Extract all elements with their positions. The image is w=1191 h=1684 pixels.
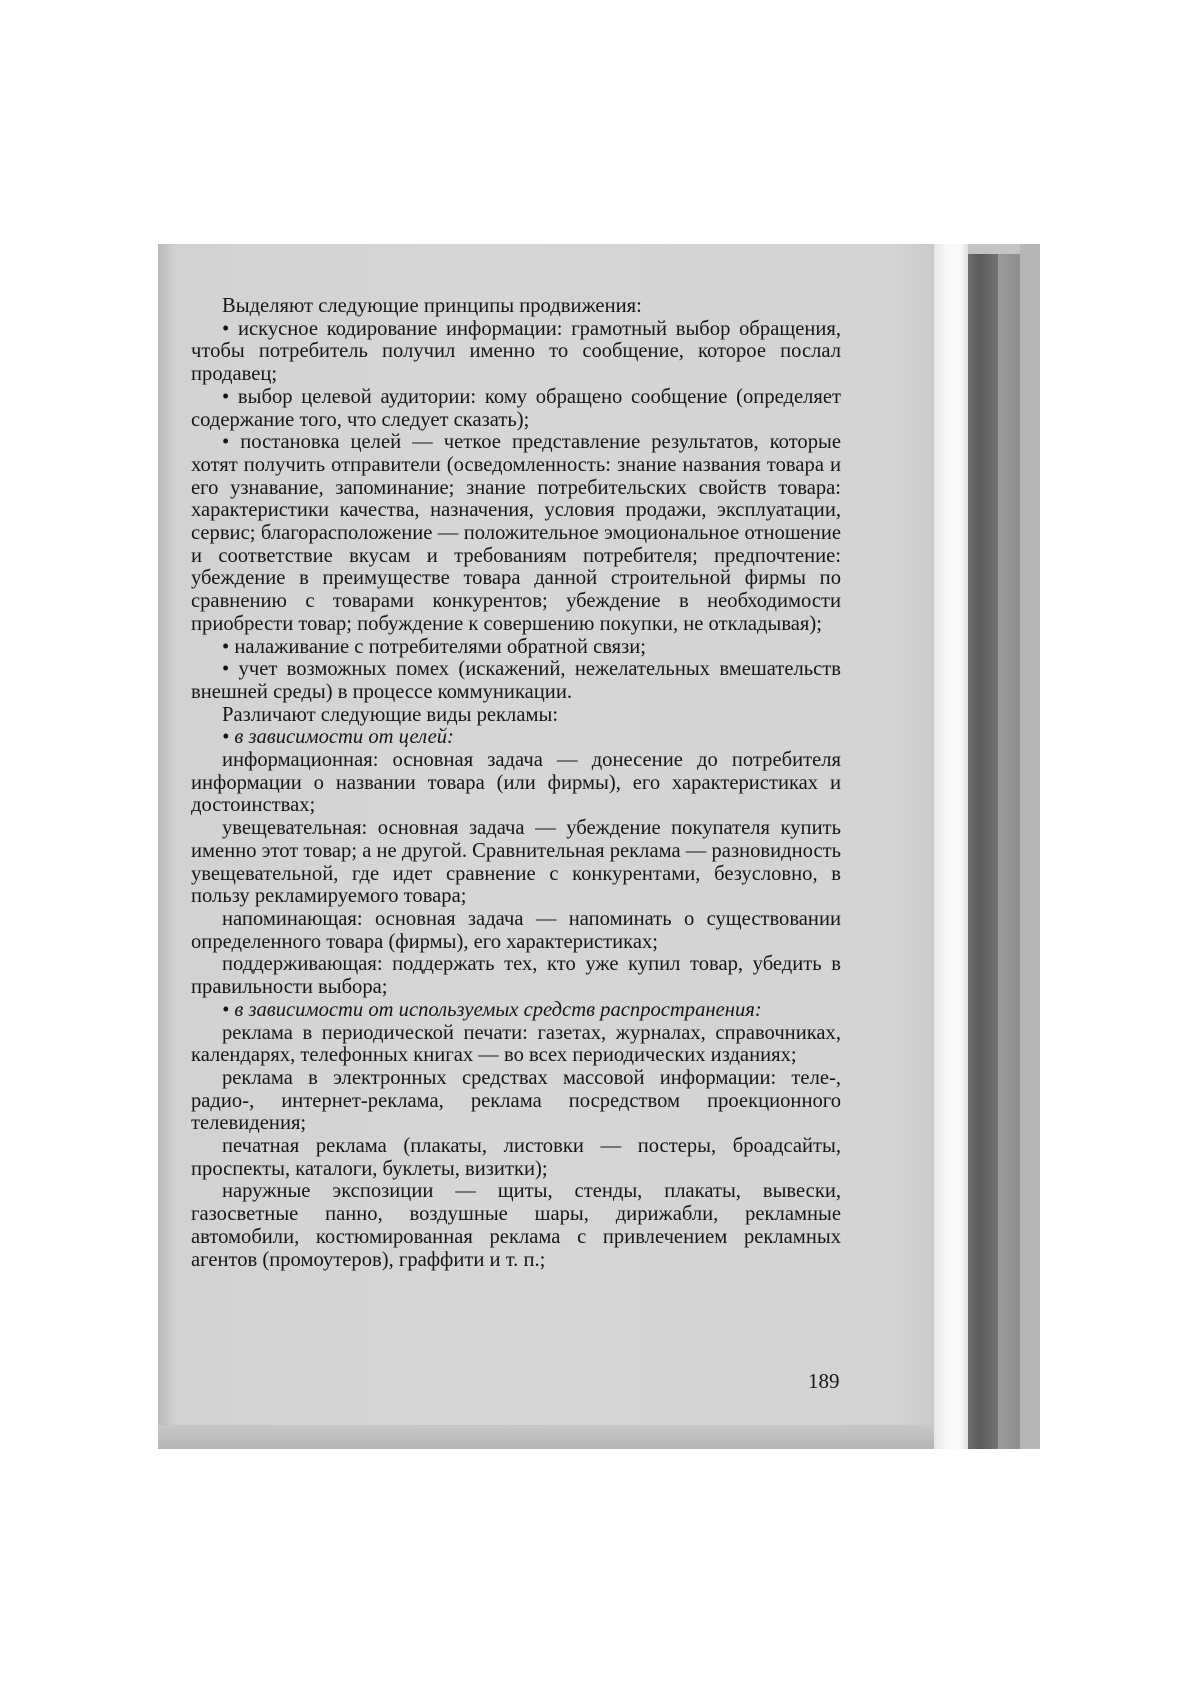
paragraph: реклама в периодической печати: газетах, журналах, справочниках, календарях, телефонных книгах — во всех периодических изданиях;	[191, 1021, 841, 1067]
page-number: 189	[808, 1369, 840, 1393]
paragraph: наружные экспозиции — щиты, стенды, плакаты, вывески, газосветные панно, воздушные шары, дирижабли, рекламные автомобили, костюмированная реклама с привлечением рекламных агентов (промоутеров), граффити и т. п.;	[191, 1180, 841, 1271]
bullet-paragraph: • учет возможных помех (искажений, нежелательных вмешательств внешней среды) в процессе коммуникации.	[191, 658, 841, 703]
paragraph: информационная: основная задача — донесение до потребителя информации о названии товара (или фирмы), его характеристиках и достоинствах;	[191, 749, 841, 817]
paragraph: Выделяют следующие принципы продвижения:	[222, 295, 642, 317]
paragraph: увещевательная: основная задача — убеждение покупателя купить именно этот товар; а не другой. Сравнительная реклама — разновидность увещевательной, где идет сравнение с конкурентами, безусловно, в пользу рекламируемого товара;	[191, 817, 841, 908]
section-heading-by-goals: • в зависимости от целей:	[222, 726, 454, 749]
book-cover-edge	[998, 254, 1020, 1449]
page-edge	[934, 244, 968, 1449]
page-bottom-shadow	[158, 1425, 934, 1449]
section-heading-by-media: • в зависимости от используемых средств распространения:	[222, 998, 762, 1021]
scan-background-strip	[1020, 244, 1040, 1449]
paragraph: печатная реклама (плакаты, листовки — постеры, броадсайты, проспекты, каталоги, буклеты, визитки);	[191, 1135, 841, 1180]
paragraph: Различают следующие виды рекламы:	[222, 703, 559, 726]
bullet-paragraph: • постановка целей — четкое представление результатов, которые хотят получить отправители (осведомленность: знание названия товара и его узнавание, запоминание; знание потребительских свойств товара: характеристики качества, назначения, условия продажи, эксплуатации, сервис; благорасположение — положительное эмоциональное отношение и соответствие вкусам и требованиям потребителя; предпочтение: убеждение в преимуществе товара данной строительной фирмы по сравнению с товарами конкурентов; убеждение в необходимости приобрести товар; побуждение к совершению покупки, не откладывая);	[191, 431, 841, 635]
paragraph: реклама в электронных средствах массовой информации: теле-, радио-, интернет-реклама, реклама посредством проекционного телевидения;	[191, 1066, 841, 1135]
bullet-paragraph: • выбор целевой аудитории: кому обращено сообщение (определяет содержание того, что следует сказать);	[191, 385, 841, 431]
book-spine-shadow	[968, 254, 998, 1449]
bullet-paragraph: • налаживание с потребителями обратной связи;	[222, 635, 647, 658]
page-body-text	[191, 295, 841, 1271]
paragraph: поддерживающая: поддержать тех, кто уже купил товар, убедить в правильности выбора;	[191, 953, 841, 999]
bullet-paragraph: • искусное кодирование информации: грамотный выбор обращения, чтобы потребитель получил именно то сообщение, которое послал продавец;	[191, 317, 841, 386]
paragraph: напоминающая: основная задача — напоминать о существовании определенного товара (фирмы), его характеристиках;	[191, 907, 841, 953]
